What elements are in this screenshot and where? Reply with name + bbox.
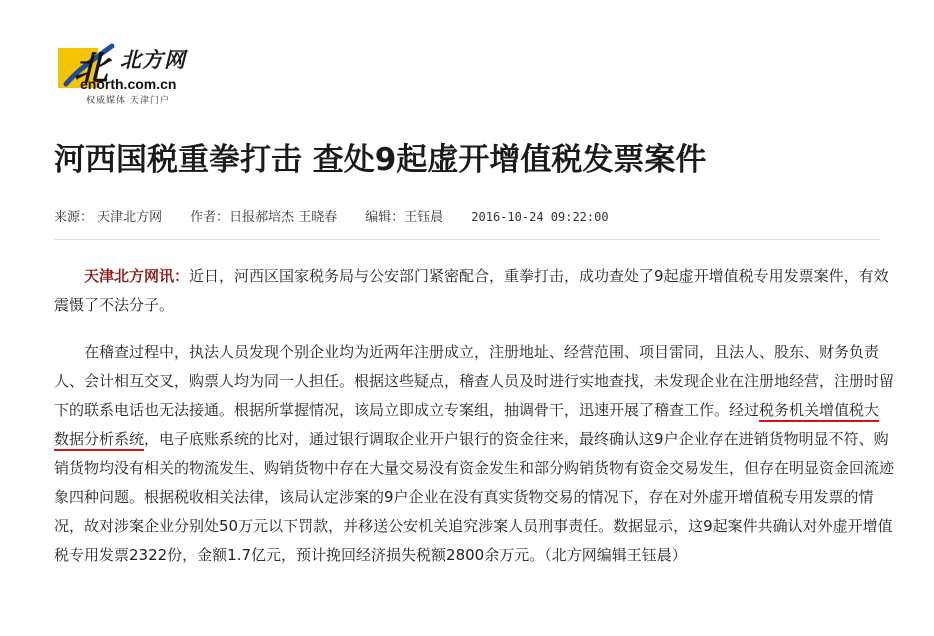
logo-name: 北方网 [120,47,186,72]
logo-domain: enorth.com.cn [80,76,177,92]
paragraph-1-text: 近日，河西区国家税务局与公安部门紧密配合，重拳打击，成功查处了9起虚开增值税专用发票案件，有效震慑了不法分子。 [54,267,889,314]
article-paragraph-2 [54,338,894,570]
highlighted-phrase: 税务机关增值税大数据分析系统 [54,401,879,451]
source-label: 来源： 天津北方网 [54,210,163,225]
article-headline: 河西国税重拳打击 查处9起虚开增值税发票案件 [54,142,707,178]
paragraph-2-text-before: 在稽查过程中，执法人员发现个别企业均为近两年注册成立，注册地址、经营范围、项目雷同，且法人、股东、财务负责人、会计相互交叉，购票人均为同一人担任。根据这些疑点，稽查人员及时进行实地查找，未发现企业在注册地经营，注册时留下的联系电话也无法接通。根据所掌握情况，该局立即成立专案组，抽调骨干，迅速开展了稽查工作。经过 [54,343,895,419]
article-body [54,262,894,588]
paragraph-2-text-after: ，电子底账系统的比对，通过银行调取企业开户银行的资金往来，最终确认这9户企业存在进销货物明显不符、购销货物均没有相关的物流发生、购销货物中存在大量交易没有资金发生和部分购销货物有资金交易发生，但存在明显资金回流迹象四种问题。根据税收相关法律，该局认定涉案的9户企业在没有真实货物交易的情况下，存在对外虚开增值税专用发票的情况，故对涉案企业分别处50万元以下罚款，并移送公安机关追究涉案人员刑事责任。数据显示，这9起案件共确认对外虚开增值税专用发票2322份，金额1.7亿元，预计挽回经济损失税额2800余万元。（北方网编辑王钰晨） [54,430,895,564]
article-meta [54,206,609,225]
article-paragraph-1 [54,262,894,320]
logo-mark-glyph: 北 [74,49,108,89]
logo-tagline: 权威媒体 天津门户 [86,96,170,106]
publish-timestamp: 2016-10-24 09:22:00 [471,210,609,224]
article-dateline: 天津北方网讯： [84,267,190,285]
site-logo[interactable] [56,40,196,104]
meta-divider [54,239,880,240]
editor-label: 编辑：王钰晨 [365,210,444,225]
author-label: 作者：日报郝培杰 王晓春 [190,210,338,225]
